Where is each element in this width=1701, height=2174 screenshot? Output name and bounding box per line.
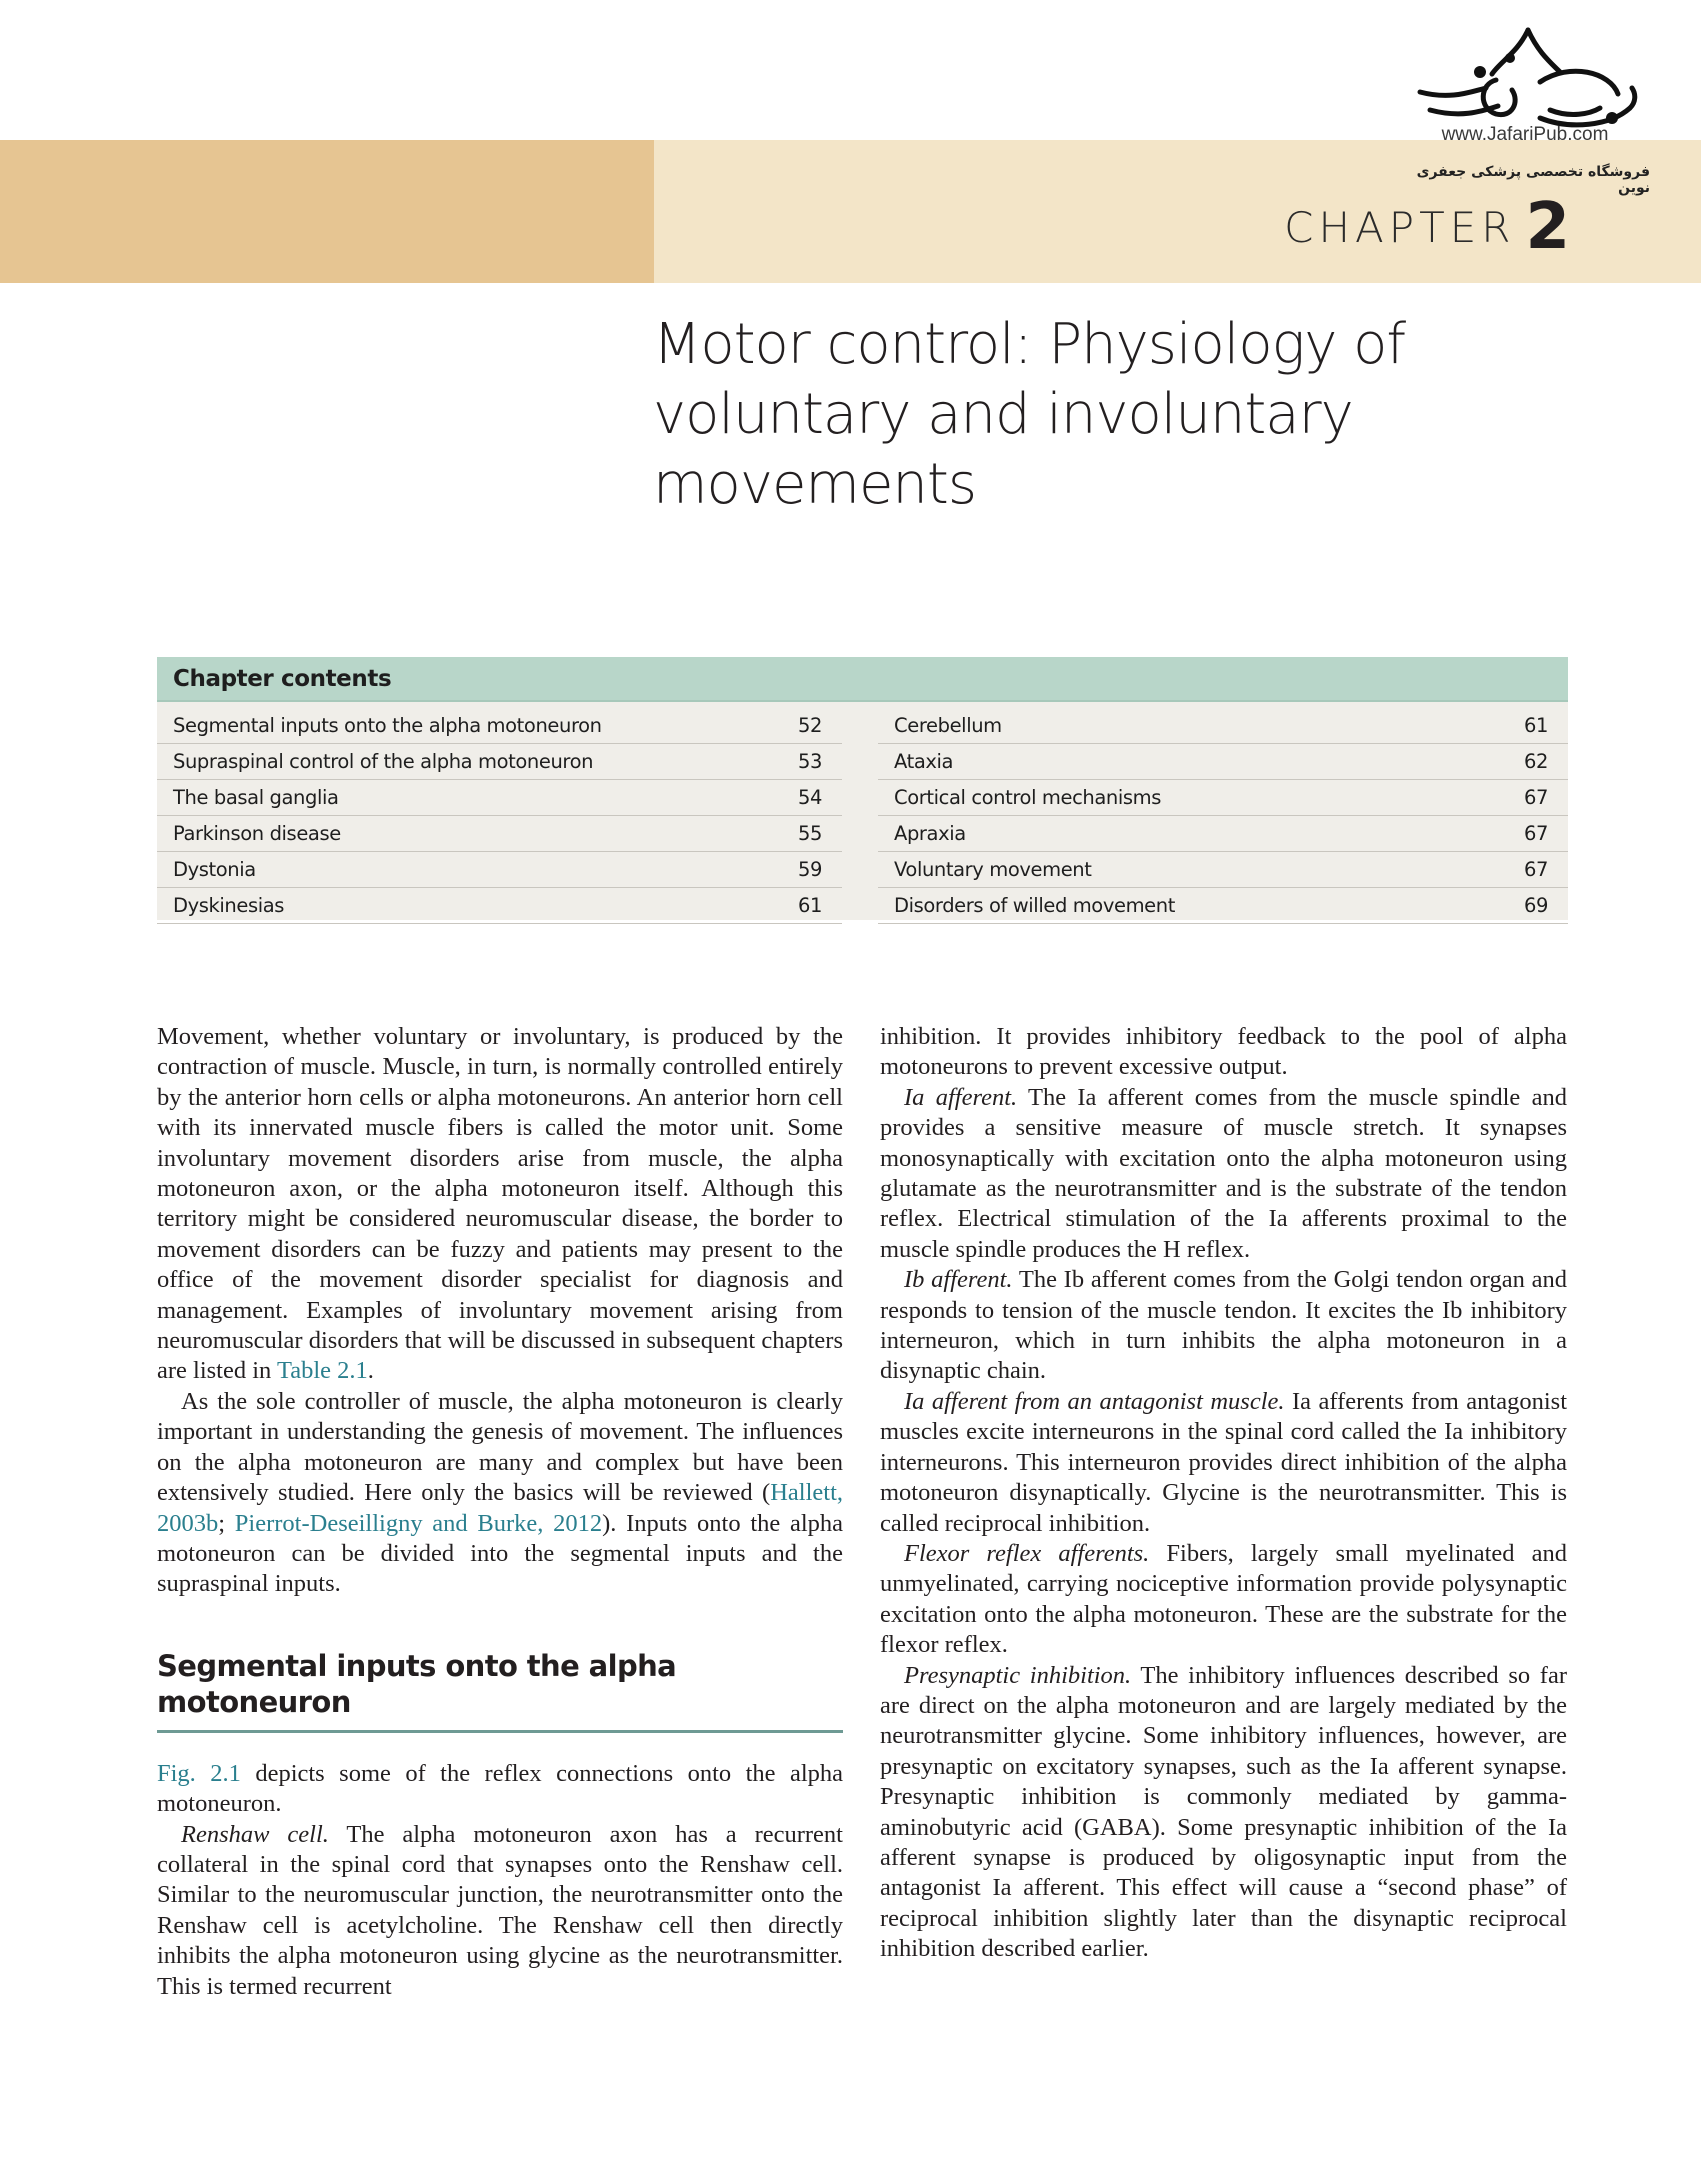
section-heading-segmental-inputs: Segmental inputs onto the alpha motoneuron <box>157 1648 843 1733</box>
toc-entry[interactable] <box>157 744 842 780</box>
body-column-left <box>157 1022 843 2002</box>
toc-entry[interactable] <box>878 780 1568 816</box>
paragraph-text: depicts some of the reflex connections onto the alpha motoneuron. <box>157 1759 843 1818</box>
toc-entry-page: 67 <box>1523 858 1548 881</box>
chapter-contents-left-column <box>157 708 842 924</box>
toc-entry-label: Voluntary movement <box>894 858 1092 881</box>
chapter-contents-right-column <box>878 708 1568 924</box>
toc-entry-label: Cortical control mechanisms <box>894 786 1162 809</box>
term-ia-antagonist: Ia afferent from an antagonist muscle. <box>904 1387 1285 1415</box>
chapter-contents-heading: Chapter contents <box>157 657 1568 702</box>
toc-entry-label: Parkinson disease <box>173 822 341 845</box>
chapter-title-line-3: movements <box>653 452 977 517</box>
chapter-title-line-1: Motor control: Physiology of <box>653 312 1406 377</box>
chapter-title <box>653 310 1413 520</box>
toc-entry[interactable] <box>878 888 1568 924</box>
chapter-title-line-2: voluntary and involuntary <box>653 382 1353 447</box>
paragraph-text: Fibers, largely small myelinated and unmyelinated, carrying nociceptive information provide polysynaptic excitation onto the alpha motoneuron. These are the substrate for the flexor reflex. <box>880 1539 1567 1659</box>
toc-entry-label: Ataxia <box>894 750 954 773</box>
term-ia-afferent: Ia afferent. <box>904 1083 1018 1111</box>
paragraph-renshaw-cell <box>157 1820 843 2002</box>
toc-entry-page: 61 <box>1523 714 1548 737</box>
paragraph-text: The Ib afferent comes from the Golgi tendon organ and responds to tension of the muscle tendon. It excites the Ib inhibitory interneuron, which in turn inhibits the alpha motoneuron in a disynaptic chain. <box>880 1266 1567 1385</box>
toc-entry-label: The basal ganglia <box>173 786 339 809</box>
chapter-label <box>1240 190 1570 264</box>
table-2-1-link[interactable]: Table 2.1 <box>276 1357 368 1385</box>
paragraph-text: The alpha motoneuron axon has a recurrent collateral in the spinal cord that synapses onto the Renshaw cell. Similar to the neuromuscular junction, the neurotransmitter onto the Renshaw cell is acetylcholine. The Renshaw cell then directly inhibits the alpha motoneuron using glycine as the neurotransmitter. This is termed recurrent <box>157 1820 843 2000</box>
fig-2-1-link[interactable]: Fig. 2.1 <box>157 1759 241 1787</box>
toc-entry[interactable] <box>878 744 1568 780</box>
header-band-left <box>0 140 654 283</box>
toc-entry-label: Cerebellum <box>894 714 1002 737</box>
toc-entry[interactable] <box>878 852 1568 888</box>
toc-entry-page: 62 <box>1523 750 1548 773</box>
paragraph-text: . <box>367 1357 374 1385</box>
toc-entry[interactable] <box>157 888 842 924</box>
toc-entry[interactable] <box>157 708 842 744</box>
toc-entry-page: 67 <box>1523 786 1548 809</box>
toc-entry-label: Supraspinal control of the alpha motoneuron <box>173 750 594 773</box>
toc-entry-page: 53 <box>797 750 822 773</box>
toc-entry-page: 61 <box>797 894 822 917</box>
toc-entry-page: 67 <box>1523 822 1548 845</box>
term-renshaw-cell: Renshaw cell. <box>181 1820 329 1848</box>
citation-separator: ; <box>218 1509 235 1537</box>
paragraph-ia-afferent <box>880 1083 1567 1265</box>
paragraph-text: Movement, whether voluntary or involuntary, is produced by the contraction of muscle. Muscle, in turn, is normally controlled entirely by the anterior horn cells or alpha motoneurons. An anterior horn cell with its innervated muscle fibers is called the motor unit. Some involuntary movement disorders arise from muscle, the alpha motoneuron axon, or the alpha motoneuron itself. Although this territory might be considered neuromuscular disease, the border to movement disorders can be fuzzy and patients may present to the office of the movement disorder specialist for diagnosis and management. Examples of involuntary movement arising from neuromuscular disorders that will be discussed in subsequent chapters are listed in <box>157 1023 843 1385</box>
paragraph-presynaptic-inhibition <box>880 1661 1567 1965</box>
toc-entry[interactable] <box>157 852 842 888</box>
toc-entry-page: 55 <box>797 822 822 845</box>
paragraph-sole-controller <box>157 1387 843 1600</box>
toc-entry[interactable] <box>878 816 1568 852</box>
toc-entry-page: 69 <box>1523 894 1548 917</box>
toc-entry[interactable] <box>157 816 842 852</box>
paragraph-ia-antagonist <box>880 1387 1567 1539</box>
paragraph-text: As the sole controller of muscle, the alpha motoneuron is clearly important in understanding the genesis of movement. The influences on the alpha motoneuron are many and complex but have been extensively studied. Here only the basics will be reviewed ( <box>157 1387 843 1507</box>
toc-entry[interactable] <box>157 780 842 816</box>
chapter-word: CHAPTER <box>1284 203 1516 252</box>
toc-entry-label: Dystonia <box>173 858 256 881</box>
body-column-right <box>880 1022 1567 1965</box>
paragraph-intro <box>157 1022 843 1387</box>
paragraph-flexor-reflex <box>880 1539 1567 1661</box>
pierrot-deseilligny-citation-link[interactable]: Pierrot-Deseilligny and Burke, 2012 <box>234 1509 603 1537</box>
paragraph-text: Ia afferents from antagonist muscles excite interneurons in the spinal cord called the Ia inhibitory interneurons. This interneuron provides direct inhibition of the alpha motoneuron disynaptically. Glycine is the neurotransmitter. This is called reciprocal inhibition. <box>880 1387 1568 1537</box>
toc-entry-label: Apraxia <box>894 822 966 845</box>
paragraph-renshaw-continued: inhibition. It provides inhibitory feedback to the pool of alpha motoneurons to prevent excessive output. <box>880 1023 1567 1081</box>
paragraph-text: The inhibitory influences described so far are direct on the alpha motoneuron and are largely mediated by the neurotransmitter glycine. Some inhibitory influences, however, are presynaptic on excitatory synapses, such as the Ia afferent synapse. Presynaptic inhibition is commonly mediated by gamma-aminobutyric acid (GABA). Some presynaptic inhibition of the Ia afferent synapse is produced by oligosynaptic input from the antagonist Ia afferent. This effect will cause a “second phase” of reciprocal inhibition slightly later than the disynaptic reciprocal inhibition described earlier. <box>880 1661 1567 1963</box>
publisher-url: www.JafariPub.com <box>1441 124 1609 145</box>
toc-entry-label: Disorders of willed movement <box>894 894 1175 917</box>
chapter-contents-table <box>157 657 1568 920</box>
paragraph-text: The Ia afferent comes from the muscle spindle and provides a sensitive measure of muscle stretch. It synapses monosynaptically with excitation onto the alpha motoneuron using glutamate as the neurotransmitter and is the substrate of the tendon reflex. Electrical stimulation of the Ia afferents proximal to the muscle spindle produces the H reflex. <box>880 1083 1567 1263</box>
publisher-tagline: فروشگاه تخصصی پزشکی جعفری نوین <box>1416 164 1650 196</box>
toc-entry-page: 59 <box>797 858 822 881</box>
toc-entry[interactable] <box>878 708 1568 744</box>
toc-entry-page: 54 <box>797 786 822 809</box>
term-ib-afferent: Ib afferent. <box>904 1266 1013 1294</box>
toc-entry-label: Dyskinesias <box>173 894 285 917</box>
hallett-2003b-citation-link[interactable]: Hallett, 2003b <box>157 1479 843 1537</box>
toc-entry-page: 52 <box>797 714 822 737</box>
paragraph-text: ). Inputs onto the alpha motoneuron can be divided into the segmental inputs and the supraspinal inputs. <box>157 1509 844 1598</box>
term-presynaptic-inhibition: Presynaptic inhibition. <box>904 1661 1132 1689</box>
paragraph-fig-2-1 <box>157 1759 843 1820</box>
paragraph-ib-afferent <box>880 1265 1567 1387</box>
term-flexor-reflex-afferents: Flexor reflex afferents. <box>904 1539 1150 1567</box>
toc-entry-label: Segmental inputs onto the alpha motoneuron <box>173 714 602 737</box>
chapter-number: 2 <box>1525 190 1570 264</box>
